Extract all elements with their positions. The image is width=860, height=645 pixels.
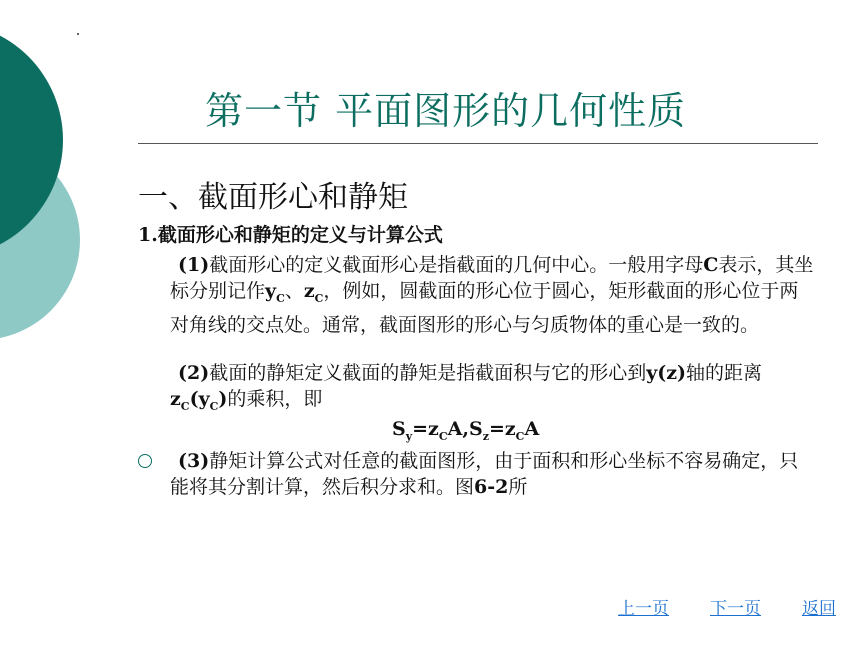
section-heading: 一、截面形心和静矩 (138, 180, 408, 215)
decorative-circles (0, 0, 120, 360)
title-divider (138, 143, 818, 144)
subsection-heading: 1.截面形心和静矩的定义与计算公式 (138, 224, 443, 246)
slide-title: 第一节 平面图形的几何性质 (205, 89, 687, 133)
paragraph-centroid: (1)截面形心的定义截面形心是指截面的几何中心。一般用字母C表示，其坐标分别记作$y_C$、$z_C$，例如，圆截面的形心位于圆心，矩形截面的形心位于两对角线的交点处。通常，截面图形的形心与匀质物体的重心是一致的。 (170, 254, 814, 336)
static-moment-formula: $S_y=z_CA,S_z=z_CA$ (392, 418, 540, 443)
dot-mark (77, 33, 79, 35)
next-page-link[interactable]: 下一页 (710, 599, 761, 619)
back-link[interactable]: 返回 (802, 599, 836, 619)
bullet-circle-icon (138, 454, 152, 468)
paragraph-calculation: (3)静矩计算公式对任意的截面图形，由于面积和形心坐标不容易确定，只能将其分割计算，然后积分求和。图6-2所 (170, 450, 799, 498)
prev-page-link[interactable]: 上一页 (618, 599, 669, 619)
paragraph-static-moment: (2)截面的静矩定义截面的静矩是指截面积与它的形心到y(z)轴的距离$z_C(y_C)$的乘积，即 (170, 362, 763, 413)
